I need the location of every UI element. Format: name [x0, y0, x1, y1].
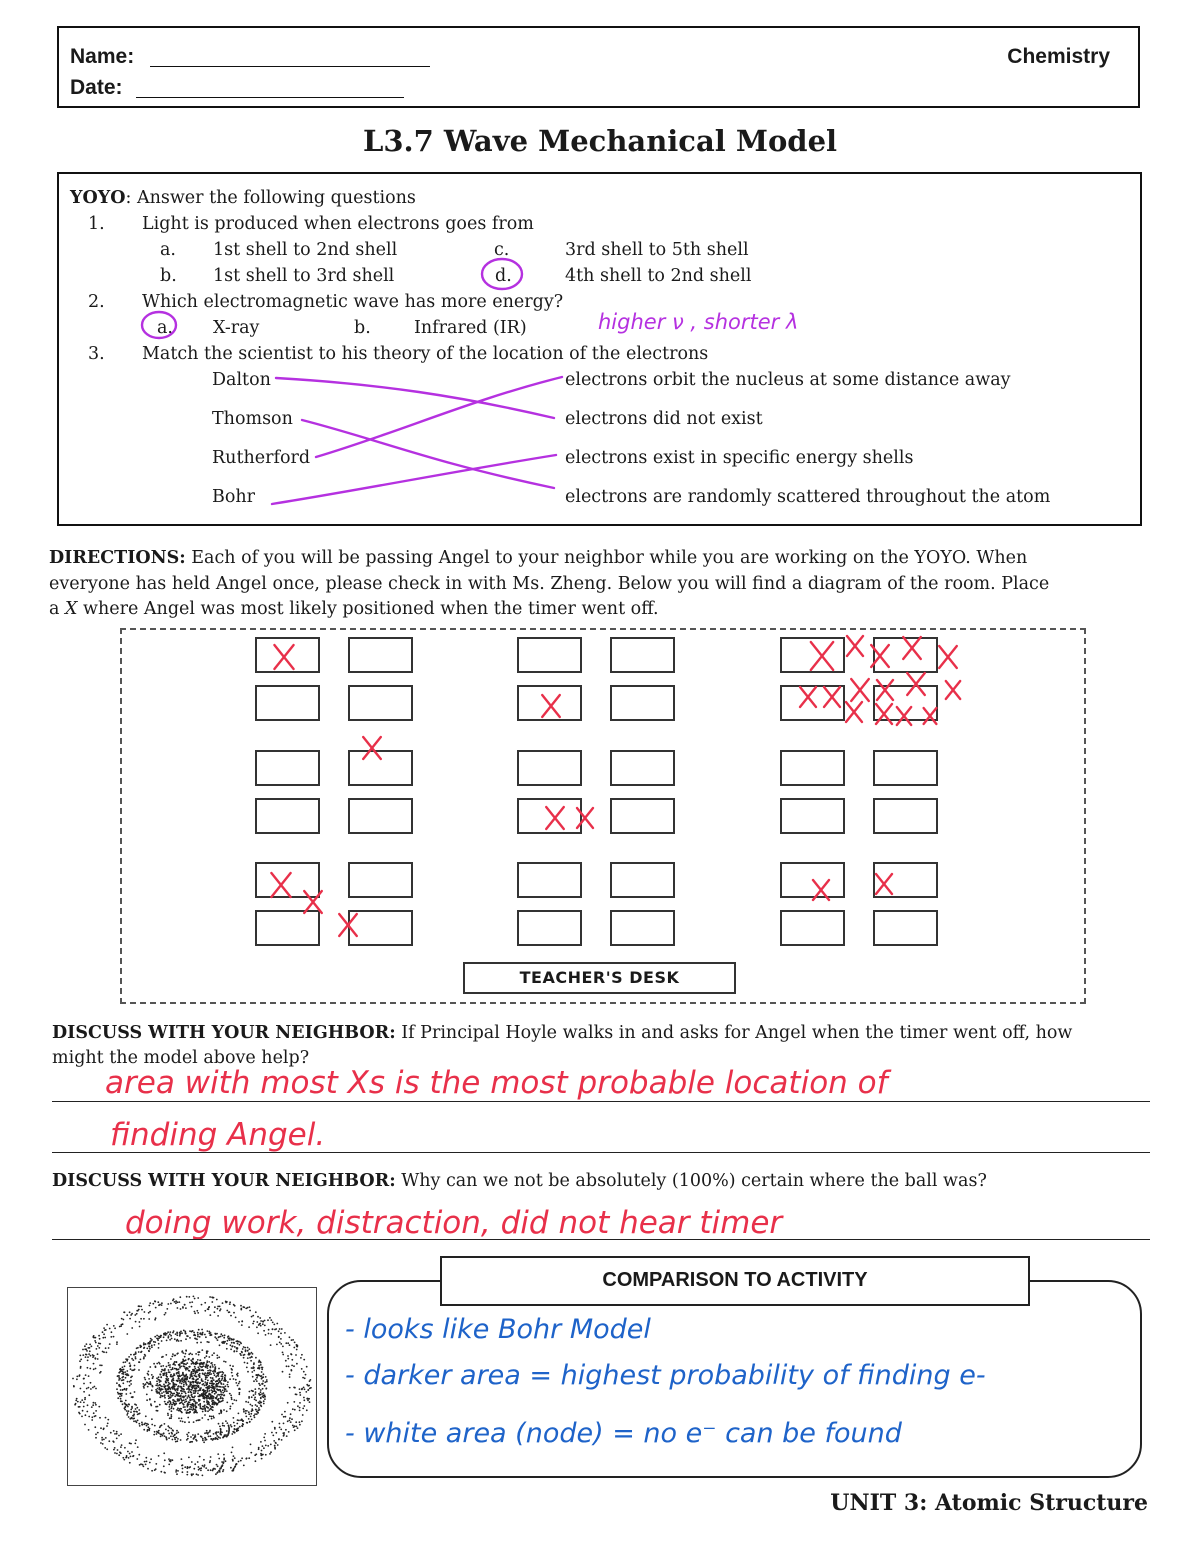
- discuss1-lead: DISCUSS WITH YOUR NEIGHBOR:: [52, 1023, 396, 1043]
- directions-line3: a X where Angel was most likely positioned when the timer went off.: [49, 599, 659, 619]
- q3-text: Match the scientist to his theory of the location of the electrons: [142, 344, 709, 364]
- x-mark: [546, 807, 564, 829]
- x-mark: [903, 637, 921, 659]
- q1-option-b-text: 1st shell to 3rd shell: [213, 266, 395, 286]
- comparison-label: COMPARISON TO ACTIVITY: [440, 1256, 1030, 1306]
- x-mark: [871, 645, 889, 667]
- x-mark: [813, 880, 829, 900]
- x-mark: [907, 673, 925, 695]
- x-mark: [339, 914, 357, 936]
- yoyo-lead: YOYO: [70, 188, 126, 208]
- q1-option-d-letter[interactable]: d.: [495, 266, 512, 286]
- x-mark: [924, 708, 937, 724]
- x-mark: [876, 704, 892, 724]
- q1-text: Light is produced when electrons goes from: [142, 214, 534, 234]
- yoyo-instruction-text: : Answer the following questions: [125, 188, 416, 208]
- footer-unit: UNIT 3: Atomic Structure: [830, 1490, 1148, 1516]
- x-mark: [577, 808, 593, 828]
- q1-option-c-letter[interactable]: c.: [494, 240, 510, 260]
- q2-handwritten-note: higher ν , shorter λ: [598, 310, 799, 334]
- electron-cloud-image: [67, 1287, 317, 1486]
- q1-option-a-letter[interactable]: a.: [160, 240, 176, 260]
- q2-option-b-letter[interactable]: b.: [354, 318, 371, 338]
- scientist-thomson: Thomson: [212, 409, 293, 429]
- x-mark: [811, 642, 833, 670]
- q2-option-b-text: Infrared (IR): [414, 318, 527, 338]
- discuss1-answer-line2[interactable]: finding Angel.: [110, 1117, 326, 1153]
- answer-rule-2: [52, 1152, 1150, 1153]
- x-mark: [274, 645, 293, 669]
- answer-rule-3: [52, 1239, 1150, 1240]
- discuss2-answer[interactable]: doing work, distraction, did not hear timer: [125, 1205, 783, 1241]
- theory-orbit: electrons orbit the nucleus at some distance away: [565, 370, 1011, 390]
- x-mark: [271, 873, 290, 897]
- x-mark: [846, 702, 862, 722]
- directions-lead: DIRECTIONS:: [49, 548, 186, 568]
- page-title: L3.7 Wave Mechanical Model: [362, 124, 838, 158]
- q1-number: 1.: [88, 214, 105, 234]
- theory-scattered: electrons are randomly scattered throughout the atom: [565, 487, 1051, 507]
- discuss2-lead: DISCUSS WITH YOUR NEIGHBOR:: [52, 1171, 396, 1191]
- comparison-note-2[interactable]: - darker area = highest probability of finding e-: [345, 1360, 986, 1391]
- q1-option-a-text: 1st shell to 2nd shell: [213, 240, 398, 260]
- scientist-rutherford: Rutherford: [212, 448, 311, 468]
- scientist-bohr: Bohr: [212, 487, 256, 507]
- answer-rule-1: [52, 1101, 1150, 1102]
- x-mark: [800, 687, 816, 707]
- q2-option-a-letter[interactable]: a.: [157, 318, 173, 338]
- discuss1-line1: DISCUSS WITH YOUR NEIGHBOR: If Principal Hoyle walks in and asks for Angel when the timer went off, how: [52, 1023, 1073, 1043]
- name-label: Name:: [70, 45, 135, 68]
- x-mark: [824, 687, 840, 707]
- date-label: Date:: [70, 76, 123, 99]
- x-mark: [897, 707, 911, 725]
- q2-number: 2.: [88, 292, 105, 312]
- x-mark: [304, 891, 322, 913]
- comparison-note-1[interactable]: - looks like Bohr Model: [345, 1314, 651, 1345]
- theory-energy-shells: electrons exist in specific energy shells: [565, 448, 914, 468]
- x-mark: [946, 681, 960, 699]
- q2-text: Which electromagnetic wave has more energy?: [142, 292, 564, 312]
- x-mark: [939, 646, 957, 668]
- directions-line1: DIRECTIONS: Each of you will be passing Angel to your neighbor while you are working on the YOYO. When: [49, 548, 1028, 568]
- x-mark: [877, 680, 893, 700]
- q1-option-c-text: 3rd shell to 5th shell: [565, 240, 749, 260]
- discuss2-line: DISCUSS WITH YOUR NEIGHBOR: Why can we not be absolutely (100%) certain where the ball was?: [52, 1171, 987, 1191]
- electron-cloud-drawing: [68, 1288, 315, 1484]
- subject-label: Chemistry: [1007, 45, 1110, 68]
- x-mark: [851, 679, 869, 701]
- q2-option-a-text: X-ray: [213, 318, 260, 338]
- x-mark: [847, 636, 863, 656]
- theory-not-exist: electrons did not exist: [565, 409, 763, 429]
- x-mark: [876, 874, 892, 894]
- discuss1-answer-line1[interactable]: area with most Xs is the most probable location of: [105, 1065, 888, 1101]
- discuss1-line2: might the model above help?: [52, 1048, 310, 1068]
- x-mark: [363, 737, 381, 759]
- q1-option-d-text: 4th shell to 2nd shell: [565, 266, 752, 286]
- scientist-dalton: Dalton: [212, 370, 271, 390]
- q3-number: 3.: [88, 344, 105, 364]
- directions-line2: everyone has held Angel once, please check in with Ms. Zheng. Below you will find a diagram of the room. Place: [49, 574, 1050, 594]
- q1-option-b-letter[interactable]: b.: [160, 266, 177, 286]
- comparison-note-3[interactable]: - white area (node) = no e⁻ can be found: [345, 1418, 902, 1449]
- teacher-desk: TEACHER'S DESK: [463, 962, 736, 994]
- x-mark: [542, 695, 560, 717]
